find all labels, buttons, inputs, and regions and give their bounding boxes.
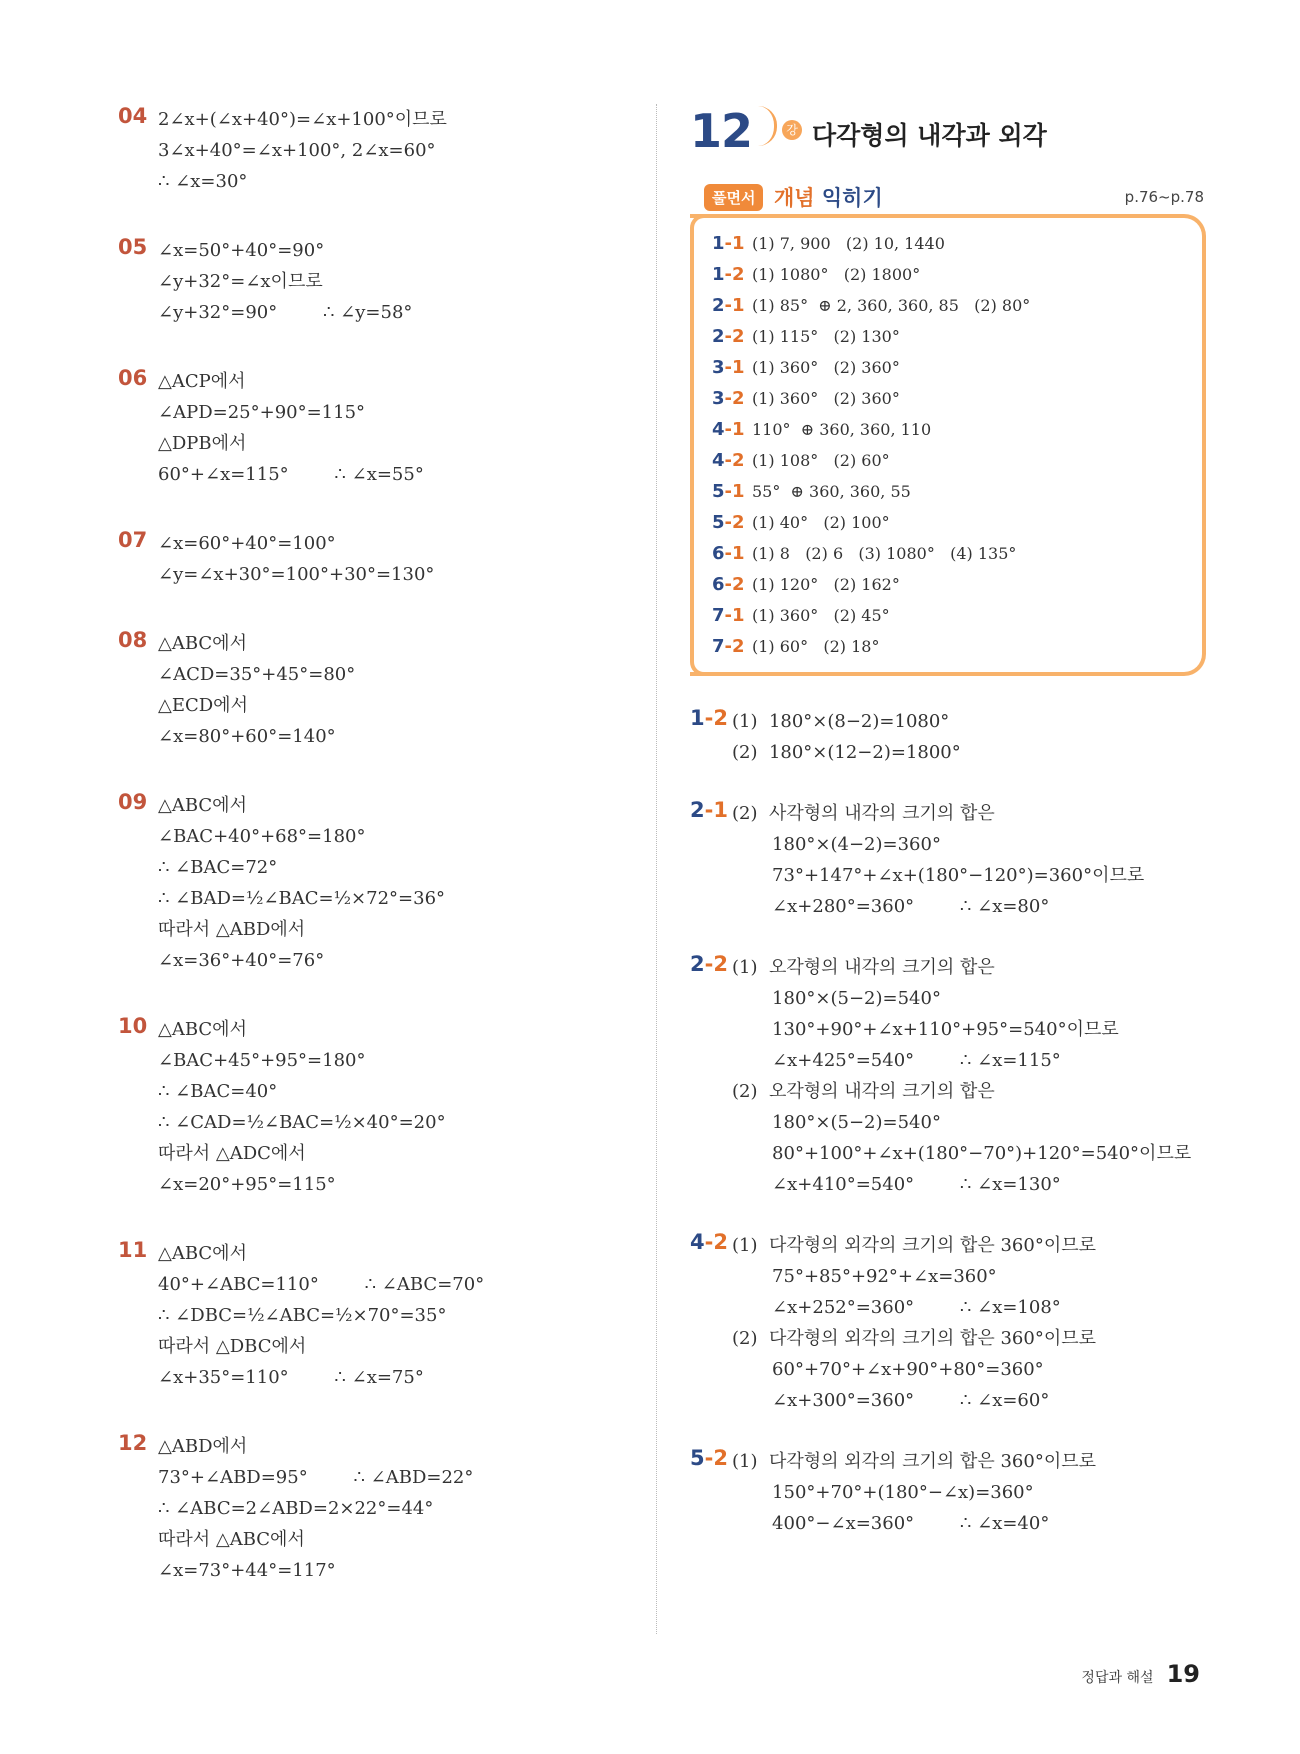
answer-row	[712, 476, 1202, 507]
answer-row	[712, 321, 1202, 352]
answer-text: (1) 40° (2) 100°	[752, 513, 890, 532]
answer-label: 2-2	[712, 326, 745, 347]
answer-text: 55° ⊕ 360, 360, 55	[752, 482, 911, 501]
section-title: 개념 익히기	[774, 186, 883, 210]
solution-line: △ECD에서	[158, 695, 248, 716]
solution-line: ∴ ∠BAC=40°	[158, 1081, 278, 1102]
problem-09	[118, 790, 638, 976]
solution-line: ∠APD=25°+90°=115°	[158, 402, 366, 423]
answer-text: (1) 115° (2) 130°	[752, 327, 900, 346]
solution-line: △DPB에서	[158, 433, 247, 454]
solution-line: 150°+70°+(180°−∠x)=360°	[732, 1482, 1034, 1503]
solution-line: ∴ ∠DBC=½∠ABC=½×70°=35°	[158, 1305, 447, 1326]
problem-number: 10	[118, 1014, 148, 1038]
answer-text: (1) 85° ⊕ 2, 360, 360, 85 (2) 80°	[752, 296, 1031, 315]
solution-line: 130°+90°+∠x+110°+95°=540°이므로	[732, 1019, 1119, 1040]
solution-line: ∠x+425°=540° ∴ ∠x=115°	[732, 1050, 1061, 1071]
solution-line: 73°+∠ABD=95° ∴ ∠ABD=22°	[158, 1467, 474, 1488]
answer-text: (1) 108° (2) 60°	[752, 451, 890, 470]
solution-line: ∠x+410°=540° ∴ ∠x=130°	[732, 1174, 1061, 1195]
chapter-header	[690, 104, 1210, 168]
answer-label: 1-2	[712, 264, 745, 285]
problem-number: 05	[118, 235, 148, 259]
solution-line: 180°×(4−2)=360°	[732, 834, 941, 855]
solution-line: 따라서 △ABC에서	[158, 1529, 305, 1550]
problem-number: 09	[118, 790, 148, 814]
solution-line: 2∠x+(∠x+40°)=∠x+100°이므로	[158, 109, 447, 130]
answer-row	[712, 414, 1202, 445]
lesson-badge: 강	[782, 120, 802, 140]
solution-line: 60°+70°+∠x+90°+80°=360°	[732, 1359, 1044, 1380]
solution-line: ∠x=50°+40°=90°	[158, 240, 325, 261]
solution-line: △ABD에서	[158, 1436, 248, 1457]
solution-line: (1) 180°×(8−2)=1080°	[732, 711, 950, 732]
solution-line: 따라서 △DBC에서	[158, 1336, 307, 1357]
right-column	[690, 104, 1210, 1539]
solution-line: ∠BAC+45°+95°=180°	[158, 1050, 366, 1071]
solution-line: ∠x=60°+40°=100°	[158, 533, 336, 554]
answer-label: 5-2	[712, 512, 745, 533]
solution-line: 60°+∠x=115° ∴ ∠x=55°	[158, 464, 424, 485]
left-column	[118, 104, 638, 1624]
solution-line: ∠ACD=35°+45°=80°	[158, 664, 356, 685]
problem-06	[118, 366, 638, 490]
problem-07	[118, 528, 638, 590]
answer-row	[712, 538, 1202, 569]
answer-text: (1) 360° (2) 45°	[752, 606, 890, 625]
solution-block	[690, 706, 1210, 768]
answer-row	[712, 383, 1202, 414]
answer-label: 5-1	[712, 481, 745, 502]
solution-block	[690, 952, 1210, 1200]
solution-line: ∠y+32°=90° ∴ ∠y=58°	[158, 302, 413, 323]
solution-line: ∠x=20°+95°=115°	[158, 1174, 336, 1195]
solution-line: 3∠x+40°=∠x+100°, 2∠x=60°	[158, 140, 436, 161]
answer-row	[712, 352, 1202, 383]
solution-line: ∠x=36°+40°=76°	[158, 950, 325, 971]
solution-line: (1) 다각형의 외각의 크기의 합은 360°이므로	[732, 1451, 1097, 1472]
problem-08	[118, 628, 638, 752]
answer-label: 6-2	[712, 574, 745, 595]
answer-row	[712, 600, 1202, 631]
problem-04	[118, 104, 638, 197]
solution-line: △ABC에서	[158, 633, 247, 654]
solution-block	[690, 798, 1210, 922]
answer-text: (1) 7, 900 (2) 10, 1440	[752, 234, 945, 253]
problem-number: 08	[118, 628, 148, 652]
answer-label: 1-1	[712, 233, 745, 254]
page-footer	[1081, 1660, 1200, 1688]
column-divider	[656, 104, 657, 1634]
problem-number: 4-2	[690, 1230, 728, 1254]
answer-text: (1) 360° (2) 360°	[752, 389, 900, 408]
solution-line: (1) 다각형의 외각의 크기의 합은 360°이므로	[732, 1235, 1097, 1256]
answer-label: 3-1	[712, 357, 745, 378]
solution-block	[690, 1230, 1210, 1416]
answer-label: 2-1	[712, 295, 745, 316]
solution-line: △ABC에서	[158, 795, 247, 816]
solution-line: ∴ ∠x=30°	[158, 171, 248, 192]
problem-10	[118, 1014, 638, 1200]
solution-line: 400°−∠x=360° ∴ ∠x=40°	[732, 1513, 1050, 1534]
answer-text: (1) 60° (2) 18°	[752, 637, 880, 656]
solution-line: ∠x+252°=360° ∴ ∠x=108°	[732, 1297, 1061, 1318]
problem-12	[118, 1431, 638, 1586]
solution-line: 180°×(5−2)=540°	[732, 988, 941, 1009]
page-number: 19	[1166, 1660, 1200, 1688]
answer-row	[712, 445, 1202, 476]
problem-11	[118, 1238, 638, 1393]
page-reference: p.76~p.78	[1124, 188, 1204, 206]
solution-line: 따라서 △ABD에서	[158, 919, 306, 940]
solution-line: ∠x=80°+60°=140°	[158, 726, 336, 747]
solution-line: ∠x=73°+44°=117°	[158, 1560, 336, 1581]
answer-label: 7-2	[712, 636, 745, 657]
section-pill: 풀면서	[704, 184, 763, 211]
solution-line: 180°×(5−2)=540°	[732, 1112, 941, 1133]
bracket-decoration	[758, 106, 777, 146]
solution-line: 따라서 △ADC에서	[158, 1143, 306, 1164]
solution-line: (2) 사각형의 내각의 크기의 합은	[732, 803, 995, 824]
solution-line: △ABC에서	[158, 1019, 247, 1040]
solution-line: 40°+∠ABC=110° ∴ ∠ABC=70°	[158, 1274, 485, 1295]
answer-row	[712, 290, 1202, 321]
problem-number: 04	[118, 104, 148, 128]
solution-line: ∠y+32°=∠x이므로	[158, 271, 323, 292]
chapter-number: 12	[690, 104, 753, 158]
answer-text: 110° ⊕ 360, 360, 110	[752, 420, 932, 439]
solution-line: ∴ ∠BAC=72°	[158, 857, 278, 878]
answer-label: 4-2	[712, 450, 745, 471]
answer-row	[712, 507, 1202, 538]
solution-line: ∴ ∠ABC=2∠ABD=2×22°=44°	[158, 1498, 434, 1519]
answer-box	[690, 214, 1206, 676]
solution-line: (2) 오각형의 내각의 크기의 합은	[732, 1081, 995, 1102]
solution-line: 80°+100°+∠x+(180°−70°)+120°=540°이므로	[732, 1143, 1192, 1164]
answer-label: 3-2	[712, 388, 745, 409]
problem-number: 11	[118, 1238, 148, 1262]
problem-number: 5-2	[690, 1446, 728, 1470]
answer-row	[712, 228, 1202, 259]
solution-line: ∠x+280°=360° ∴ ∠x=80°	[732, 896, 1050, 917]
solution-line: 75°+85°+92°+∠x=360°	[732, 1266, 997, 1287]
solution-line: ∴ ∠BAD=½∠BAC=½×72°=36°	[158, 888, 446, 909]
solution-line: 73°+147°+∠x+(180°−120°)=360°이므로	[732, 865, 1145, 886]
problem-number: 06	[118, 366, 148, 390]
answer-text: (1) 120° (2) 162°	[752, 575, 900, 594]
answer-row	[712, 259, 1202, 290]
footer-label: 정답과 해설	[1081, 1670, 1154, 1686]
solution-block	[690, 1446, 1210, 1539]
problem-number: 1-2	[690, 706, 728, 730]
answer-text: (1) 1080° (2) 1800°	[752, 265, 921, 284]
problem-number: 12	[118, 1431, 148, 1455]
answer-text: (1) 360° (2) 360°	[752, 358, 900, 377]
section-header	[690, 182, 1210, 216]
solution-line: (2) 180°×(12−2)=1800°	[732, 742, 961, 763]
answer-row	[712, 569, 1202, 600]
solution-line: ∴ ∠CAD=½∠BAC=½×40°=20°	[158, 1112, 446, 1133]
answer-text: (1) 8 (2) 6 (3) 1080° (4) 135°	[752, 544, 1017, 563]
problem-number: 07	[118, 528, 148, 552]
solution-line: ∠x+300°=360° ∴ ∠x=60°	[732, 1390, 1050, 1411]
solution-line: (2) 다각형의 외각의 크기의 합은 360°이므로	[732, 1328, 1097, 1349]
problem-number: 2-1	[690, 798, 728, 822]
problem-number: 2-2	[690, 952, 728, 976]
answer-label: 6-1	[712, 543, 745, 564]
problem-05	[118, 235, 638, 328]
solution-line: △ABC에서	[158, 1243, 247, 1264]
chapter-title: 다각형의 내각과 외각	[812, 121, 1047, 150]
answer-label: 7-1	[712, 605, 745, 626]
solution-line: ∠BAC+40°+68°=180°	[158, 826, 366, 847]
solution-line: ∠x+35°=110° ∴ ∠x=75°	[158, 1367, 424, 1388]
solution-line: ∠y=∠x+30°=100°+30°=130°	[158, 564, 435, 585]
solution-line: △ACP에서	[158, 371, 246, 392]
answer-row	[712, 631, 1202, 662]
answer-label: 4-1	[712, 419, 745, 440]
solution-line: (1) 오각형의 내각의 크기의 합은	[732, 957, 995, 978]
